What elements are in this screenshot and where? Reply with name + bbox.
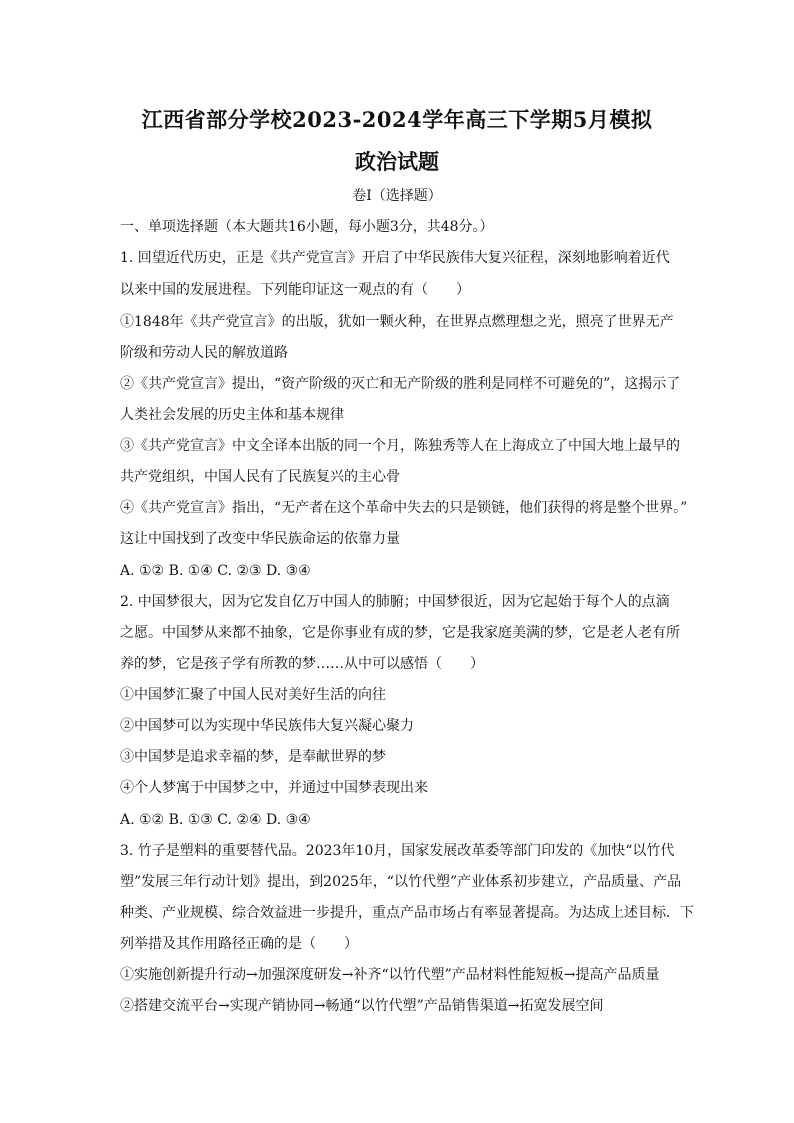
q2-statement: ③中国梦是追求幸福的梦，是奉献世界的梦 (120, 749, 386, 765)
q2-statement: ①中国梦汇聚了中国人民对美好生活的向往 (120, 687, 386, 703)
exam-title: 江西省部分学校2023-2024学年高三下学期5月模拟 (141, 107, 653, 132)
q2-statement: ②中国梦可以为实现中华民族伟大复兴凝心聚力 (120, 718, 414, 734)
q1-stem-line: 以来中国的发展进程。下列能印证这一观点的有（ ） (120, 282, 470, 298)
exam-subject: 政治试题 (355, 149, 439, 174)
section-heading: 一、单项选择题（本大题共16小题，每小题3分，共48分。） (120, 219, 494, 235)
q1-statement: 共产党组织，中国人民有了民族复兴的主心骨 (120, 469, 400, 485)
q1-statement: ②《共产党宣言》提出，“资产阶级的灭亡和无产阶级的胜利是同样不可避免的”，这揭示了 (120, 376, 681, 392)
q3-statement: ②搭建交流平台→实现产销协同→畅通“以竹代塑”产品销售渠道→拓宽发展空间 (120, 998, 604, 1014)
q1-statement: 阶级和劳动人民的解放道路 (120, 345, 288, 361)
q1-statement: ③《共产党宣言》中文全译本出版的同一个月，陈独秀等人在上海成立了中国大地上最早的 (120, 438, 680, 454)
q2-statement: ④个人梦寓于中国梦之中，并通过中国梦表现出来 (120, 780, 428, 796)
q1-options: A. ①② B. ①④ C. ②③ D. ③④ (120, 563, 311, 579)
volume-label: 卷I（选择题） (352, 188, 442, 204)
q3-statement: ①实施创新提升行动→加强深度研发→补齐“以竹代塑”产品材料性能短板→提高产品质量 (120, 967, 660, 983)
q3-stem-line: 3. 竹子是塑料的重要替代品。2023年10月，国家发展改革委等部门印发的《加快“以竹代 (120, 843, 675, 859)
q2-options: A. ①② B. ①③ C. ②④ D. ③④ (120, 812, 311, 828)
q1-stem-line: 1. 回望近代历史，正是《共产党宣言》开启了中华民族伟大复兴征程，深刻地影响着近代 (120, 250, 670, 266)
q3-stem-line: 列举措及其作用路径正确的是（ ） (120, 936, 358, 952)
q3-stem-line: 种类、产业规模、综合效益进一步提升，重点产品市场占有率显著提高。为达成上述目标．下 (120, 905, 694, 921)
q3-stem-line: 塑”发展三年行动计划》提出，到2025年，“以竹代塑”产业体系初步建立，产品质量、产品 (120, 874, 682, 890)
q2-stem-line: 之愿。中国梦从来都不抽象，它是你事业有成的梦，它是我家庭美满的梦，它是老人老有所 (120, 625, 680, 641)
q1-statement: 这让中国找到了改变中华民族命运的依靠力量 (120, 531, 400, 547)
q1-statement: ④《共产党宣言》指出，“无产者在这个革命中失去的只是锁链，他们获得的将是整个世界。” (120, 500, 688, 516)
q1-statement: ①1848年《共产党宣言》的出版，犹如一颗火种，在世界点燃理想之光，照亮了世界无产 (120, 314, 674, 330)
q2-stem-line: 2. 中国梦很大，因为它发自亿万中国人的肺腑；中国梦很近，因为它起始于每个人的点滴 (120, 594, 670, 610)
q1-statement: 人类社会发展的历史主体和基本规律 (120, 407, 344, 423)
q2-stem-line: 养的梦，它是孩子学有所教的梦……从中可以感悟（ ） (120, 656, 484, 672)
